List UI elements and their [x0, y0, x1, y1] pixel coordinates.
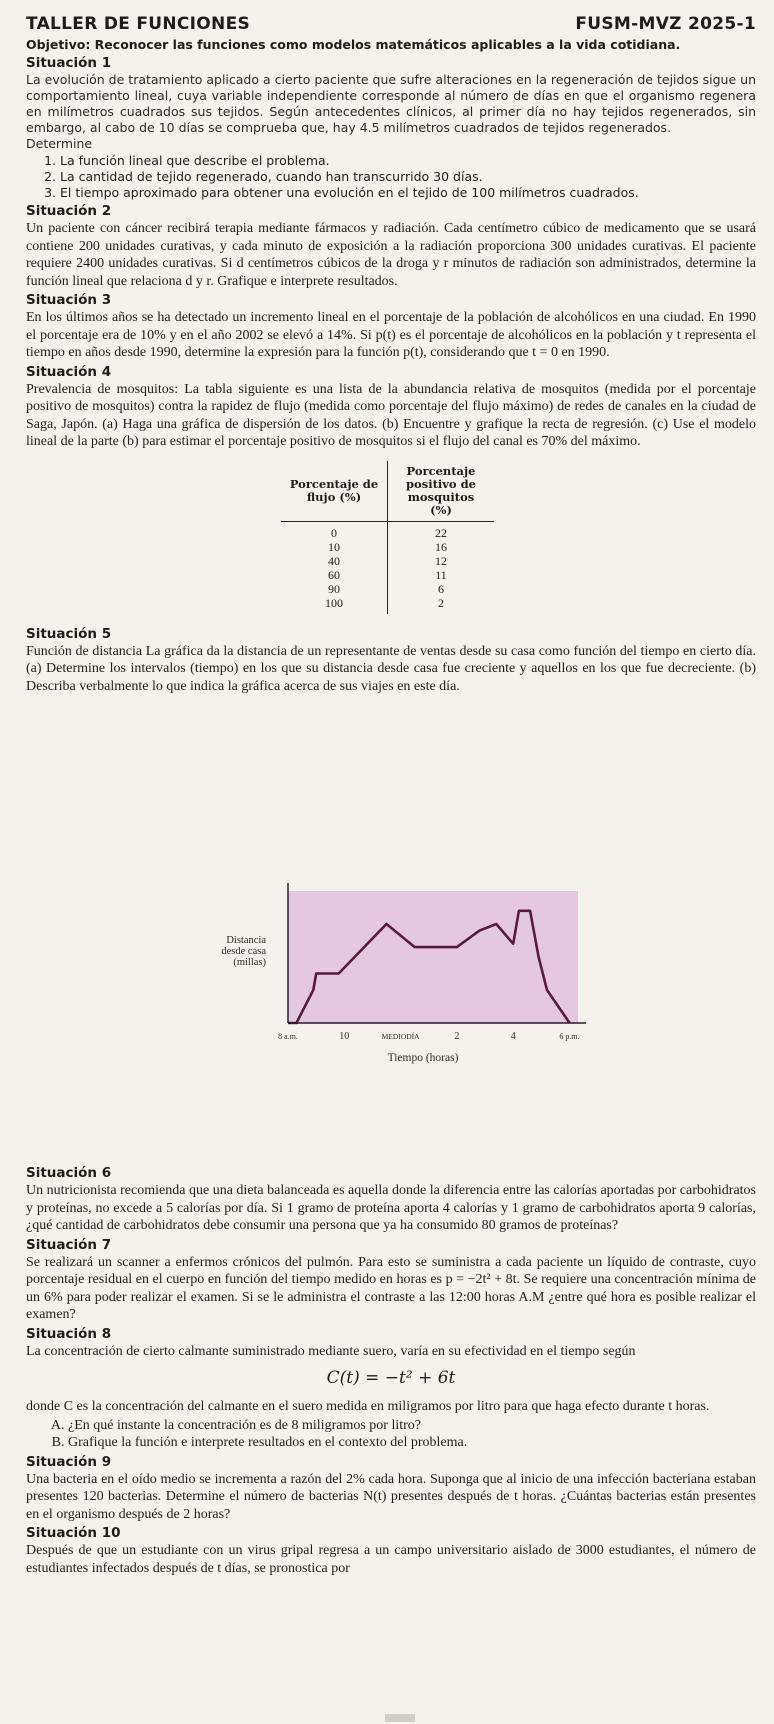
situation-8-title: Situación 8: [26, 1325, 112, 1342]
table-cell: 100: [281, 596, 388, 614]
x-tick-label: MEDIODÍA: [381, 1032, 420, 1041]
situation-10-title: Situación 10: [26, 1525, 121, 1541]
table-cell: 2: [438, 595, 444, 610]
y-axis-label-line: (millas): [233, 957, 266, 968]
situation-1-item-2: 2. La cantidad de tejido regenerado, cuando han transcurrido 30 días.: [60, 169, 756, 185]
situation-9-title: Situación 9: [26, 1453, 112, 1470]
situation-3-text: En los últimos años se ha detectado un incremento lineal en el porcentaje de la población de alcohólicos en una ciudad. En 1990 el porcentaje era de 10% y en el año 2002 se elevó a 14%. Si p(t) es el porcentaje de alcohólicos en la población y t representa el tiempo en años desde 1990, determine la expresión para la función p(t), considerando que t = 0 en 1990.: [26, 310, 756, 360]
situation-1-list: [26, 153, 756, 201]
table-cell: 11: [435, 567, 447, 582]
course-code: FUSM-MVZ 2025-1: [575, 14, 756, 34]
situation-8-item-b: B. Grafique la función e interprete resultados en el contexto del problema.: [68, 1434, 756, 1452]
page-header: [26, 14, 756, 34]
situation-10-text: Después de que un estudiante con un virus gripal regresa a un campo universitario aislado de 3000 estudiantes, el número de estudiantes infectados después de t días, se pronostica por: [26, 1543, 756, 1576]
table-row: [281, 568, 494, 582]
mosquito-table: [281, 461, 494, 614]
situation-7-title: Situación 7: [26, 1236, 112, 1253]
x-axis-label: Tiempo (horas): [387, 1052, 459, 1064]
plot-background: [288, 891, 578, 1023]
situation-6-title: Situación 6: [26, 1165, 112, 1181]
x-tick-label: 6 p.m.: [559, 1032, 580, 1041]
table-header-flow: Porcentaje de flujo (%): [281, 461, 388, 522]
table-cell: 6: [438, 581, 444, 596]
table-row: [281, 582, 494, 596]
y-axis-label-line: Distancia: [226, 935, 266, 946]
objective: Objetivo: Reconocer las funciones como modelos matemáticos aplicables a la vida cotidiana.: [26, 37, 681, 52]
situation-2-title: Situación 2: [26, 203, 112, 219]
y-axis-label-line: desde casa: [221, 946, 266, 957]
situation-8-list: [26, 1417, 756, 1452]
situation-5-text: Función de distancia La gráfica da la distancia de un representante de ventas desde su casa como función del tiempo en cierto día. (a) Determine los intervalos (tiempo) en los que su distancia desde casa fue creciente y aquellos en los que fue decreciente. (b) Describa verbalmente lo que indica la gráfica acerca de sus viajes en este día.: [26, 643, 756, 694]
table-cell: 12: [435, 553, 447, 568]
table-row: [281, 554, 494, 568]
situation-4-title: Situación 4: [26, 363, 112, 380]
x-tick-label: 8 a.m.: [278, 1032, 298, 1041]
table-row: [281, 540, 494, 554]
situation-4-text: Prevalencia de mosquitos: La tabla siguiente es una lista de la abundancia relativa de mosquitos (medida por el porcentaje positivo de mosquitos) contra la rapidez de flujo (medida como porcentaje del flujo máximo) de redes de canales en la ciudad de Saga, Japón. (a) Haga una gráfica de dispersión de los datos. (b) Encuentre y grafique la recta de regresión. (c) Use el modelo lineal de la parte (b) para estimar el porcentaje positivo de mosquitos si el flujo del canal es 70% del máximo.: [26, 381, 756, 449]
table-cell: 90: [281, 582, 388, 596]
concentration-formula: C(t) = −t² + 6t: [326, 1368, 456, 1388]
situation-1-determine: Determine: [26, 136, 93, 151]
table-cell: 60: [281, 568, 388, 582]
x-tick-label: 2: [454, 1031, 460, 1042]
situation-1-title: Situación 1: [26, 55, 112, 71]
situation-3-title: Situación 3: [26, 292, 112, 308]
situation-2-text: Un paciente con cáncer recibirá terapia mediante fármacos y radiación. Cada centímetro cúbico de medicamento que se usará contiene 200 unidades curativas, y cada minuto de exposición a la radiación proporciona 300 unidades curativas. El paciente requiere 2400 unidades curativas. Si d centímetros cúbicos de la droga y r minutos de radiación son administrados, determine la función lineal que relaciona d y r. Grafique e interprete resultados.: [26, 221, 756, 289]
situation-8-text: La concentración de cierto calmante suministrado mediante suero, varía en su efectividad en el tiempo según: [26, 1343, 636, 1359]
table-header-mosquitoes: Porcentaje positivo de mosquitos (%): [388, 461, 495, 522]
situation-1-item-3: 3. El tiempo aproximado para obtener una evolución en el tejido de 100 milímetros cuadrados.: [60, 185, 756, 201]
situation-5-title: Situación 5: [26, 625, 112, 642]
table-cell: 16: [435, 539, 447, 554]
table-row: [281, 521, 494, 540]
situation-9-text: Una bacteria en el oído medio se incrementa a razón del 2% cada hora. Suponga que al inicio de una infección bacteriana estaban presentes 120 bacterias. Determine el número de bacterias N(t) presentes después de t horas. ¿Cuántas bacterias están presentes en el organismo después de 2 horas?: [26, 1471, 756, 1522]
table-cell: 22: [435, 525, 447, 540]
situation-7-text: Se realizará un scanner a enfermos crónicos del pulmón. Para esto se suministra a cada paciente un líquido de contraste, cuyo porcentaje residual en el cuerpo en función del tiempo medido en horas es p = −2t² + 8t. Se requiere una concentración mínima de un 6% para poder realizar el examen. Si se le administra el contraste a las 12:00 horas A.M ¿entre qué hora es posible realizar el examen?: [26, 1254, 756, 1322]
distance-chart: [196, 883, 596, 1113]
table-cell: 0: [281, 521, 388, 540]
situation-8-item-a: A. ¿En qué instante la concentración es de 8 miligramos por litro?: [68, 1417, 756, 1435]
page-mark: [385, 1714, 415, 1722]
x-tick-label: 4: [510, 1031, 516, 1042]
situation-8-text-2: donde C es la concentración del calmante en el suero medida en miligramos por litro para que haga efecto durante t horas.: [26, 1399, 710, 1414]
x-tick-label: 10: [339, 1031, 350, 1042]
distance-chart-area: [26, 863, 756, 1163]
table-cell: 40: [281, 554, 388, 568]
table-cell: 10: [281, 540, 388, 554]
situation-1-item-1: 1. La función lineal que describe el problema.: [60, 153, 756, 169]
situation-6-text: Un nutricionista recomienda que una dieta balanceada es aquella donde la diferencia entre las calorías aportadas por carbohidratos y proteínas, no excede a 5 calorías por día. Si 1 gramo de proteína aporta 4 calorías y 1 gramo de carbohidratos aporta 9 calorías, ¿qué cantidad de carbohidratos debe consumir una persona que ya ha consumido 80 gramos de proteínas?: [26, 1183, 756, 1233]
worksheet-title: TALLER DE FUNCIONES: [26, 14, 251, 34]
situation-1-text: La evolución de tratamiento aplicado a cierto paciente que sufre alteraciones en la regeneración de tejidos sigue un comportamiento lineal, cuya variable independiente corresponde al número de días en que el organismo regenera en milímetros cuadrados sus tejidos. Según antecedentes clínicos, al primer día no hay tejidos regenerados, sin embargo, al cabo de 10 días se comprueba que, hay 4.5 milímetros cuadrados de tejidos regenerados.: [26, 72, 756, 135]
table-row: [281, 596, 494, 614]
